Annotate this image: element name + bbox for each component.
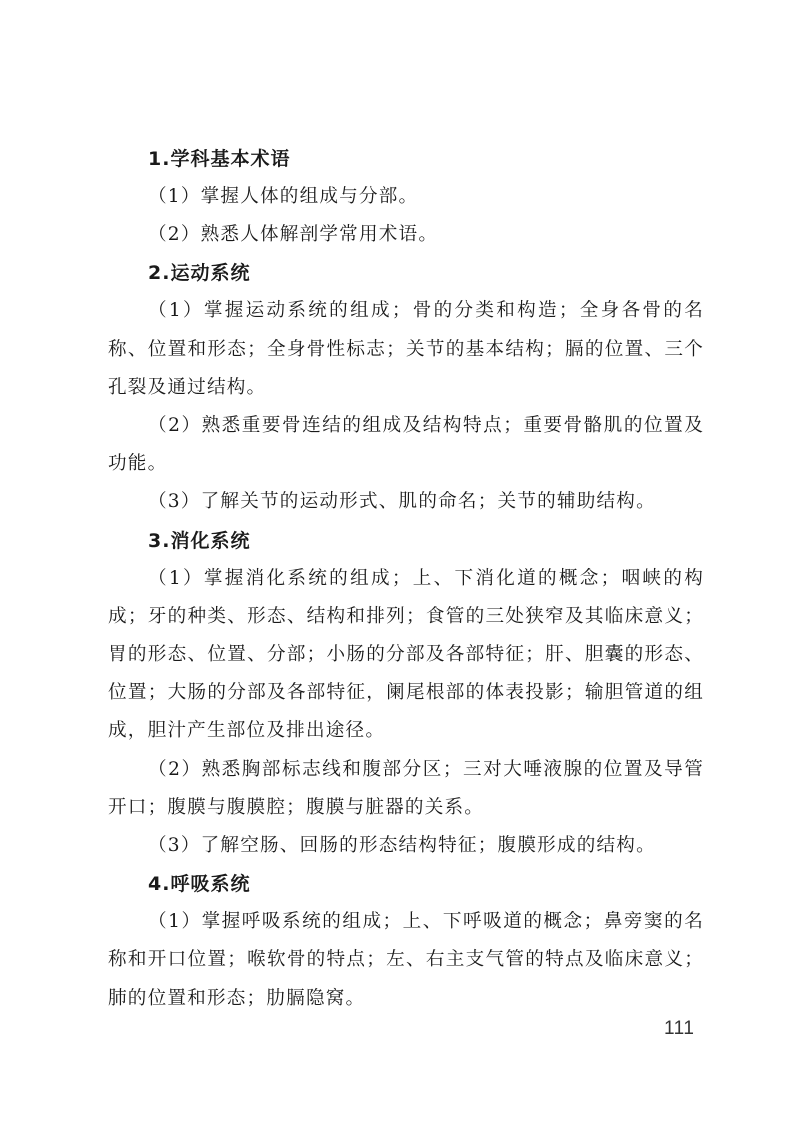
section-1 — [108, 140, 704, 254]
paragraph: （1）掌握运动系统的组成；骨的分类和构造；全身各骨的名称、位置和形态；全身骨性标志；关节的基本结构；膈的位置、三个孔裂及通过结构。 — [108, 300, 704, 398]
paragraph: （3）了解关节的运动形式、肌的命名；关节的辅助结构。 — [148, 491, 656, 513]
paragraph: （1）掌握呼吸系统的组成；上、下呼吸道的概念；鼻旁窦的名称和开口位置；喉软骨的特点；左、右主支气管的特点及临床意义；肺的位置和形态；肋膈隐窝。 — [108, 911, 704, 1009]
section-heading: 4.呼吸系统 — [148, 873, 251, 896]
section-3 — [108, 522, 704, 866]
paragraph: （3）了解空肠、回肠的形态结构特征；腹膜形成的结构。 — [148, 835, 656, 857]
paragraph: （2）熟悉人体解剖学常用术语。 — [148, 224, 439, 246]
section-2 — [108, 254, 704, 521]
paragraph: （2）熟悉胸部标志线和腹部分区；三对大唾液腺的位置及导管开口；腹膜与腹膜腔；腹膜与脏器的关系。 — [108, 758, 704, 818]
section-heading: 3.消化系统 — [148, 529, 251, 552]
page-number: 111 — [664, 1018, 695, 1039]
section-heading: 2.运动系统 — [148, 262, 251, 285]
paragraph: （2）熟悉重要骨连结的组成及结构特点；重要骨骼肌的位置及功能。 — [108, 415, 704, 475]
document-body — [108, 140, 704, 1018]
paragraph: （1）掌握人体的组成与分部。 — [148, 186, 419, 207]
section-4 — [108, 865, 704, 1018]
paragraph: （1）掌握消化系统的组成；上、下消化道的概念；咽峡的构成；牙的种类、形态、结构和排列；食管的三处狭窄及其临床意义；胃的形态、位置、分部；小肠的分部及各部特征；肝、胆囊的形态、位置；大肠的分部及各部特征，阑尾根部的体表投影；输胆管道的组成，胆汁产生部位及排出途径。 — [108, 567, 704, 742]
section-heading: 1.学科基本术语 — [148, 148, 291, 170]
